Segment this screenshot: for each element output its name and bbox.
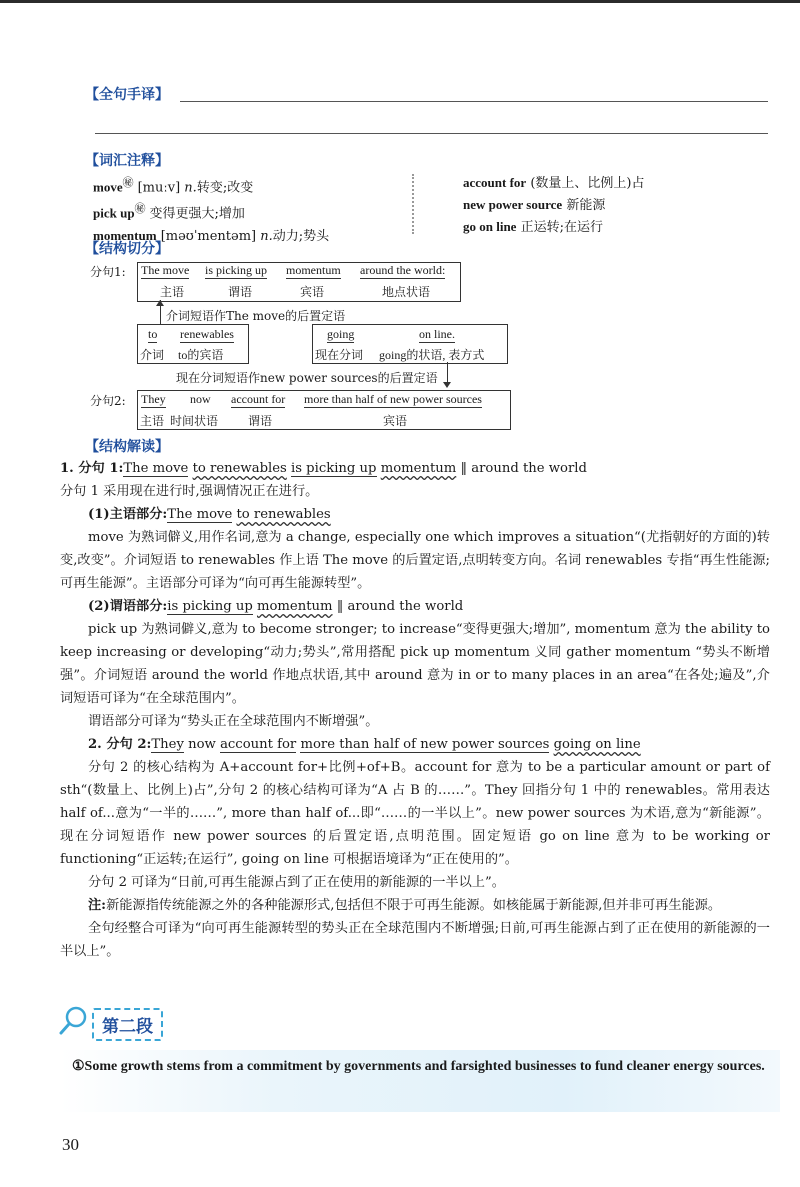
clause1-word: The move [141, 263, 190, 277]
clause2-word: now [190, 392, 211, 406]
translation-line-1 [180, 101, 768, 102]
clause2-role: 宾语 [383, 414, 408, 428]
clause2-label: 分句2: [90, 394, 126, 408]
paragraph: 全句经整合可译为“向可再生能源转型的势头正在全球范围内不断增强;日前,可再生能源占到了正在使用的新能源的一半以上”。 [60, 921, 770, 959]
phrase-word: to [148, 327, 158, 341]
vocab-left-list [93, 172, 413, 247]
page-number: 30 [62, 1135, 79, 1154]
phrase-word: going [327, 327, 355, 341]
vocab-item: go on line 正运转;在运行 [463, 219, 603, 235]
phrase-role: to的宾语 [178, 348, 224, 362]
vocab-item: move㊙ [muːv] n.转变;改变 [93, 176, 254, 196]
vocab-item: momentum [məʊˈmentəm] n.动力;势头 [93, 227, 330, 244]
clause1-word: around the world: [360, 263, 446, 277]
phrase-role: going的状语, 表方式 [379, 348, 485, 362]
clause2-role: 时间状语 [170, 414, 219, 428]
vocab-item: account for (数量上、比例上)占 [463, 175, 645, 191]
clause1-word: momentum [286, 263, 341, 277]
clause1-role: 主语 [160, 285, 185, 299]
paragraph: 分句 2 的核心结构为 A+account for+比例+of+B。account for 意为 to be a particular amount or part of sth“(数量上、比例上)占”,分句 2 的核心结构可译为“A 占 B 的……”。They 回指分句 1 中的 renewables。常用表达 half of...意为“一半的……”, more than half of...即“……的一半以上”。new power sources 为术语,意为“新能源”。现在分词短语作 new power sources 的后置定语,点明范围。固定短语 go on line 意为 to be working or functioning“正运转;在运行”, going on line 可根据语境译为“正在使用的”。 [60, 760, 770, 867]
modifier-note-2: 现在分词短语作new power sources的后置定语 [176, 371, 438, 385]
phrase-role: 介词 [140, 348, 165, 362]
clause2-word: account for [231, 392, 286, 406]
clause1-heading: 1. 分句 1:The move to renewables is picking up momentum ‖ around the world [60, 461, 587, 476]
paragraph: move 为熟词僻义,用作名词,意为 a change, especially one which improves a situation“(尤指朝好的方面的)转变,改变”。介词短语 to renewables 作上语 The move 的后置定语,点明转变方向。名词 renewables 专指“再生性能源;可再生能源”。主语部分可译为“向可再生能源转型”。 [60, 530, 770, 591]
phrase-word: renewables [180, 327, 234, 341]
note-paragraph: 注:新能源指传统能源之外的各种能源形式,包括但不限于可再生能源。如核能属于新能源,但并非可再生能源。 [88, 898, 722, 913]
clause1-label: 分句1: [90, 265, 126, 279]
subject-heading: (1)主语部分:The move to renewables [88, 507, 331, 522]
clause1-role: 宾语 [300, 285, 325, 299]
analysis-label: 【结构解读】 [85, 439, 169, 455]
clause2-role: 谓语 [248, 414, 273, 428]
vocab-item: new power source 新能源 [463, 197, 606, 213]
clause1-word: is picking up [205, 263, 267, 277]
section2-sentence: ①Some growth stems from a commitment by governments and farsighted businesses to fund cleaner energy sources. [72, 1059, 765, 1074]
predicate-heading: (2)谓语部分:is picking up momentum ‖ around the world [88, 599, 464, 614]
phrase-going-box [312, 324, 508, 364]
clause2-word: They [141, 392, 166, 406]
vocab-divider [412, 174, 424, 234]
arrow-head-2 [443, 382, 451, 388]
modifier-note-1: 介词短语作The move的后置定语 [166, 309, 346, 323]
translation-line-2 [95, 133, 768, 134]
section-title: 第二段 [92, 1008, 163, 1041]
clause1-box [137, 262, 461, 302]
phrase-role: 现在分词 [315, 348, 364, 362]
clause2-box [137, 390, 511, 430]
arrow-head-1 [156, 300, 164, 306]
paragraph: 分句 1 采用现在进行时,强调情况正在进行。 [60, 484, 319, 499]
analysis-body [60, 457, 770, 963]
magnifier-icon [58, 1005, 90, 1041]
translation-label: 【全句手译】 [85, 87, 169, 103]
clause2-word: more than half of new power sources [304, 392, 482, 406]
paragraph: 谓语部分可译为“势头正在全球范围内不断增强”。 [88, 714, 379, 729]
clause1-role: 谓语 [228, 285, 253, 299]
clause2-heading: 2. 分句 2:They now account for more than half of new power sources going on line [88, 737, 641, 752]
clause2-role: 主语 [140, 414, 165, 428]
vocab-right-list [463, 172, 763, 238]
structure-label: 【结构切分】 [85, 241, 169, 257]
phrase-to-box [137, 324, 249, 364]
vocab-label: 【词汇注释】 [85, 153, 169, 169]
paragraph: 分句 2 可译为“日前,可再生能源占到了正在使用的新能源的一半以上”。 [88, 875, 505, 890]
clause1-role: 地点状语 [382, 285, 431, 299]
phrase-word: on line. [419, 327, 455, 341]
top-rule [0, 0, 800, 3]
arrow-line-2 [447, 362, 448, 382]
vocab-item: pick up㊙ 变得更强大;增加 [93, 202, 245, 222]
paragraph: pick up 为熟词僻义,意为 to become stronger; to increase“变得更强大;增加”, momentum 意为 the ability to keep increasing or developing“动力;势头”,常用搭配 pick up momentum 义同 gather momentum “势头不断增强”。介词短语 around the world 作地点状语,其中 around 意为 in or to many places in an area“在各处;遍及”,介词短语可译为“在全球范围内”。 [60, 622, 770, 706]
